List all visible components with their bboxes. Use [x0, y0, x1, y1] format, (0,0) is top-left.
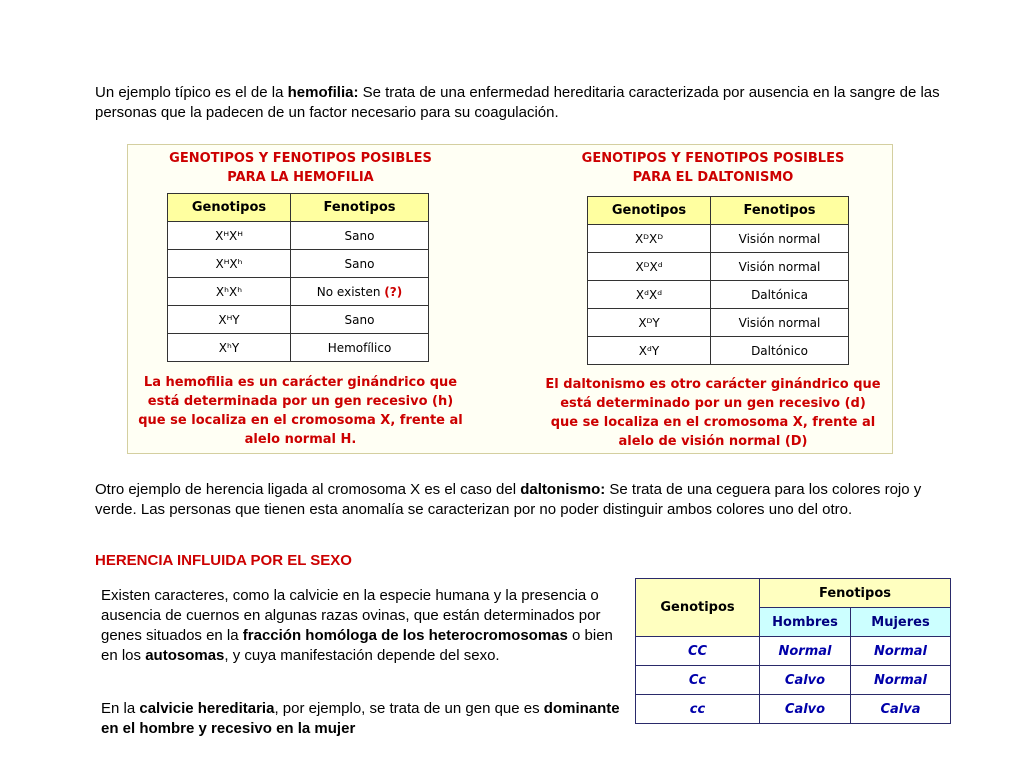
intro-bold: hemofilia:: [287, 84, 359, 101]
table-row: [588, 225, 849, 253]
feno-cell: [291, 278, 429, 306]
hombres-cell: Normal: [760, 637, 851, 666]
hemofilia-title: [128, 149, 473, 187]
daltonismo-title-line1: GENOTIPOS Y FENOTIPOS POSIBLES: [581, 151, 845, 166]
geno-cell: XᴰY: [588, 309, 711, 337]
table-row: [168, 222, 429, 250]
feno-cell: Daltónica: [711, 281, 849, 309]
daltonismo-title: [538, 149, 888, 187]
section-heading: HERENCIA INFLUIDA POR EL SEXO: [95, 552, 352, 569]
feno-cell: Sano: [291, 306, 429, 334]
table-row: [588, 309, 849, 337]
daltonismo-table: [587, 196, 849, 365]
header-fenotipos: Fenotipos: [711, 197, 849, 225]
table-row: [168, 334, 429, 362]
hemofilia-table: [167, 193, 429, 362]
genotype-figure: [127, 144, 893, 454]
geno-cell: XᴴY: [168, 306, 291, 334]
daltonismo-paragraph: [95, 480, 945, 520]
bold-text: dominante en el hombre y recesivo en la mujer: [101, 700, 620, 737]
note-line: alelo normal H.: [244, 432, 357, 447]
geno-cell: XʰXʰ: [168, 278, 291, 306]
feno-cell: Hemofílico: [291, 334, 429, 362]
calvicie-table: [635, 578, 951, 724]
feno-cell: Sano: [291, 250, 429, 278]
table-row: [168, 278, 429, 306]
table-row: [168, 250, 429, 278]
table-row: [588, 281, 849, 309]
daltonismo-note: [533, 375, 893, 451]
header-genotipos: Genotipos: [588, 197, 711, 225]
hemofilia-title-line2: PARA LA HEMOFILIA: [227, 170, 374, 185]
note-line: que se localiza en el cromosoma X, frente al: [550, 415, 876, 430]
table-row: [168, 306, 429, 334]
table-row: [636, 695, 951, 724]
feno-text: No existen: [316, 284, 385, 299]
feno-cell: Visión normal: [711, 253, 849, 281]
header-hombres: Hombres: [760, 608, 851, 637]
header-fenotipos: Fenotipos: [760, 579, 951, 608]
feno-cell: Visión normal: [711, 309, 849, 337]
table-row: [636, 637, 951, 666]
otro-bold: daltonismo:: [520, 481, 606, 498]
text: , y cuya manifestación depende del sexo.: [224, 647, 500, 664]
mujeres-cell: Normal: [851, 666, 951, 695]
geno-cell: XᴴXʰ: [168, 250, 291, 278]
question-mark: (?): [384, 284, 403, 299]
text: o bien en los: [101, 627, 613, 664]
geno-cell: XʰY: [168, 334, 291, 362]
calvicie-paragraph: [101, 699, 631, 739]
text: , por ejemplo, se trata de un gen que es: [274, 700, 544, 717]
geno-cell: XᴴXᴴ: [168, 222, 291, 250]
otro-text: Otro ejemplo de herencia ligada al cromosoma X es el caso del: [95, 481, 521, 498]
geno-cell: XᵈXᵈ: [588, 281, 711, 309]
header-mujeres: Mujeres: [851, 608, 951, 637]
hemofilia-title-line1: GENOTIPOS Y FENOTIPOS POSIBLES: [169, 151, 432, 166]
existen-paragraph: [101, 586, 631, 666]
table-row: [636, 666, 951, 695]
text: Existen caracteres, como la calvicie en la especie humana y la presencia o ausencia de cuernos en algunas razas ovinas, que están determinados por genes situados en la: [101, 587, 601, 644]
header-fenotipos: Fenotipos: [291, 194, 429, 222]
note-line: que se localiza en el cromosoma X, frente al: [138, 413, 463, 428]
note-line: está determinado por un gen recesivo (d): [560, 396, 866, 411]
mujeres-cell: Normal: [851, 637, 951, 666]
note-line: alelo de visión normal (D): [618, 434, 808, 449]
hemofilia-note: [128, 373, 473, 449]
daltonismo-title-line2: PARA EL DALTONISMO: [632, 170, 794, 185]
hombres-cell: Calvo: [760, 695, 851, 724]
note-line: está determinada por un gen recesivo (h): [147, 394, 454, 409]
geno-cell: cc: [636, 695, 760, 724]
hombres-cell: Calvo: [760, 666, 851, 695]
feno-cell: Daltónico: [711, 337, 849, 365]
intro-paragraph: [95, 83, 945, 123]
geno-cell: XᴰXᴰ: [588, 225, 711, 253]
geno-cell: CC: [636, 637, 760, 666]
note-line: La hemofilia es un carácter ginándrico que: [143, 375, 458, 390]
table-row: [588, 337, 849, 365]
geno-cell: Cc: [636, 666, 760, 695]
mujeres-cell: Calva: [851, 695, 951, 724]
bold-text: calvicie hereditaria: [139, 700, 275, 717]
intro-text: Un ejemplo típico es el de la: [95, 84, 288, 101]
otro-text-cont: Se trata de una ceguera para los colores rojo y verde. Las personas que tienen esta anomalía se caracterizan por no poder distinguir ambos colores uno del otro.: [95, 481, 922, 518]
text: En la: [101, 700, 140, 717]
note-line: El daltonismo es otro carácter ginándrico que: [545, 377, 881, 392]
feno-cell: Sano: [291, 222, 429, 250]
geno-cell: XᵈY: [588, 337, 711, 365]
geno-cell: XᴰXᵈ: [588, 253, 711, 281]
feno-cell: Visión normal: [711, 225, 849, 253]
bold-text: fracción homóloga de los heterocromosomas: [242, 627, 568, 644]
header-genotipos: Genotipos: [168, 194, 291, 222]
table-row: [588, 253, 849, 281]
intro-text-cont: Se trata de una enfermedad hereditaria caracterizada por ausencia en la sangre de las personas que la padecen de un factor necesario para su coagulación.: [95, 84, 940, 121]
bold-text: autosomas: [145, 647, 225, 664]
header-genotipos: Genotipos: [636, 579, 760, 637]
